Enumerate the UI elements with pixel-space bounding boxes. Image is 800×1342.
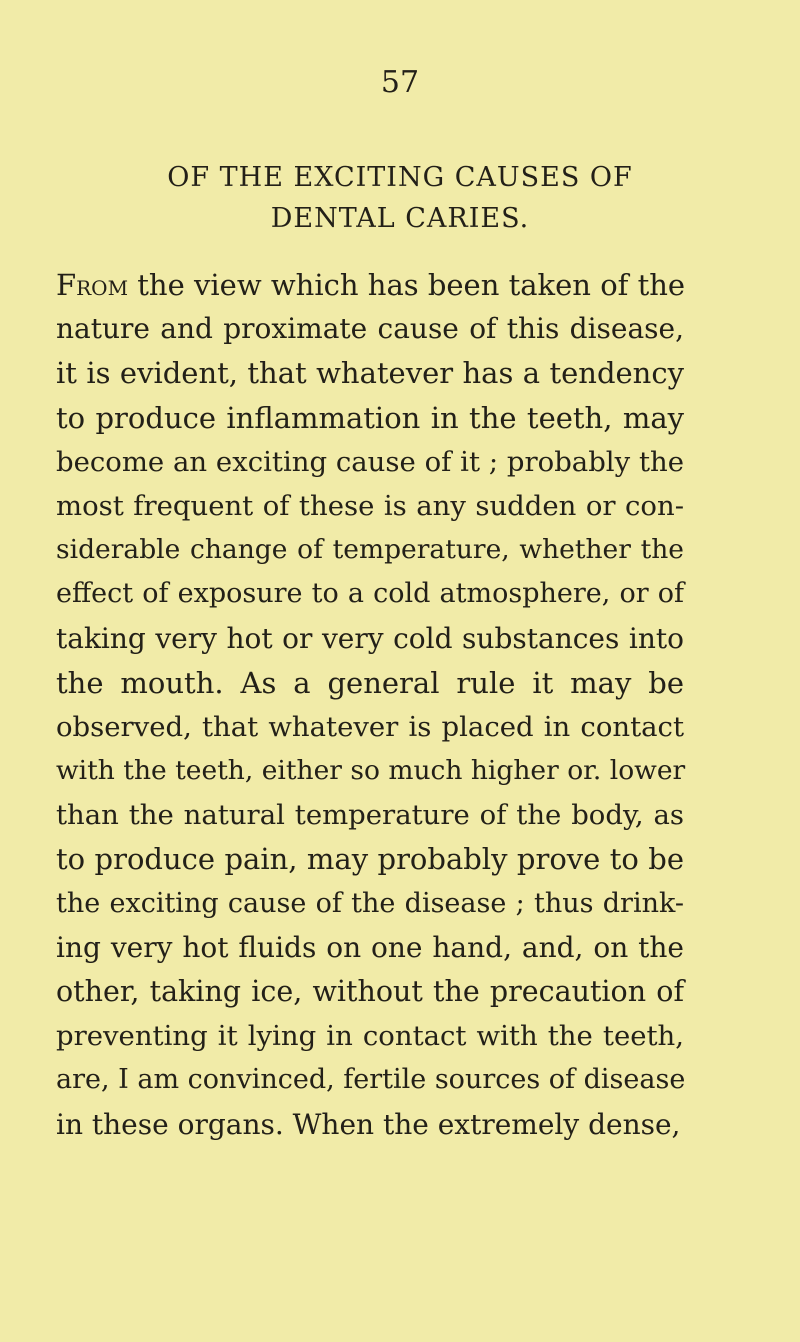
text-line: observed, that whatever is placed in contact (56, 710, 684, 743)
text-line: effect of exposure to a cold atmosphere, or of (56, 578, 684, 610)
opening-word: From (56, 268, 129, 302)
text-line: it is evident, that whatever has a tendency (56, 356, 684, 391)
text-line: siderable change of temperature, whether the (56, 534, 684, 566)
text-line (56, 263, 684, 307)
text-line: the mouth. As a general rule it may be (56, 665, 684, 700)
text-line: are, I am convinced, fertile sources of disease (56, 1064, 686, 1096)
text-line: than the natural temperature of the body, as (56, 799, 684, 832)
text-line: with the teeth, either so much higher or. lower (56, 755, 686, 787)
text-line: to produce inflammation in the teeth, may (56, 400, 684, 435)
text-line: taking very hot or very cold substances into (56, 621, 684, 655)
page-number: 57 (380, 65, 420, 100)
body-paragraph (56, 263, 684, 1147)
text-line: in these organs. When the extremely dense, (56, 1107, 681, 1141)
chapter-heading-line-2: DENTAL CARIES. (270, 203, 530, 234)
text-line: ing very hot fluids on one hand, and, on the (56, 930, 684, 964)
text-line: become an exciting cause of it ; probably the (56, 445, 684, 478)
text-line: to produce pain, may probably prove to be (56, 842, 684, 877)
text-line: preventing it lying in contact with the teeth, (56, 1020, 684, 1053)
text-line-rest: the view which has been taken of the (128, 268, 686, 302)
text-line: most frequent of these is any sudden or con- (56, 489, 684, 522)
text-line: the exciting cause of the disease ; thus drink- (56, 887, 684, 919)
text-line: nature and proximate cause of this disease, (56, 312, 684, 346)
text-line: other, taking ice, without the precaution of (56, 975, 684, 1008)
chapter-heading-line-1: OF THE EXCITING CAUSES OF (167, 162, 633, 193)
